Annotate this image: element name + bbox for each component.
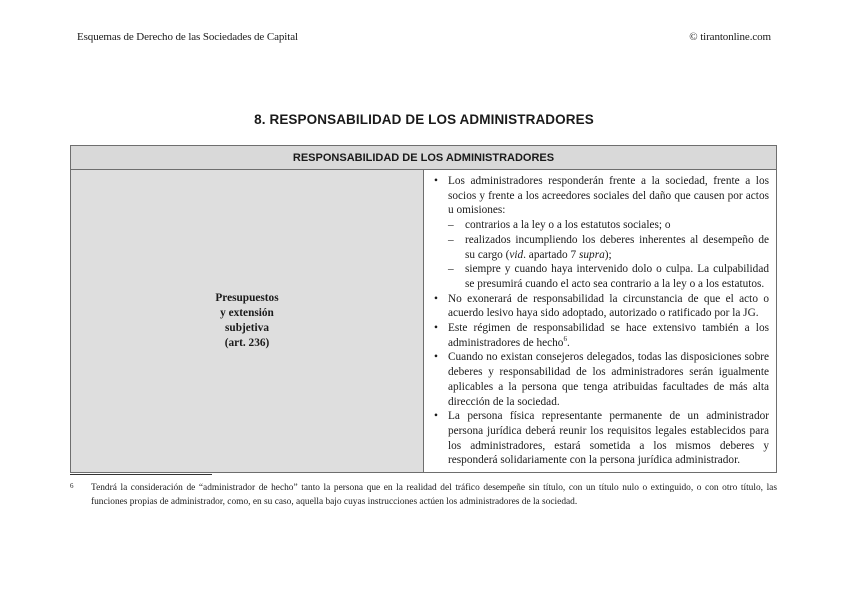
row-label-line: (art. 236): [224, 337, 270, 350]
bullet-text: .: [566, 336, 570, 349]
dash-text: realizados incumpliendo los deberes inherentes al desempeño de su cargo (: [465, 233, 769, 261]
bullet-item-senior-management: • Cuando no existan consejeros delegados, todas las disposiciones sobre deberes y responsabilidad de los administradores serán igualmente aplicables a la persona que tenga atribuidas facultades de más alta dirección de la sociedad.: [432, 350, 769, 409]
bullet-item-legal-person-representative: • La persona física representante permanente de un administrador persona jurídica deberá reunir los requisitos legales establecidos para los administradores, estará sometida a los mismos deberes y responderá solidariamente con la persona jurídica administrador.: [432, 409, 769, 468]
row-label-line: y extensión: [220, 307, 274, 320]
dash-item: – contrarios a la ley o a los estatutos sociales; o: [448, 218, 769, 233]
row-content-cell: [424, 170, 777, 473]
footnote-separator: [70, 474, 212, 475]
table-heading: RESPONSABILIDAD DE LOS ADMINISTRADORES: [71, 146, 777, 170]
row-label-line: subjetiva: [225, 322, 269, 335]
dash-item: [448, 233, 769, 262]
bullet-item-no-exoneration: • No exonerará de responsabilidad la circunstancia de que el acto o acuerdo lesivo haya sido adoptado, autorizado o ratificado por la JG.: [432, 292, 769, 321]
row-label-line: Presupuestos: [215, 292, 279, 305]
bullet-list: [432, 174, 769, 468]
section-title: 8. RESPONSABILIDAD DE LOS ADMINISTRADORES: [254, 112, 594, 127]
dash-text-italic: vid: [509, 248, 524, 261]
row-label-cell: [71, 170, 424, 473]
footnote-text: Tendrá la consideración de “administrador de hecho” tanto la persona que en la realidad del tráfico desempeñe sin título, con un título nulo o extinguido, o con otro título, las funciones propias de administrador, como, en su caso, aquella bajo cuyas instrucciones actúen los administradores de la sociedad.: [91, 483, 777, 507]
dash-list: [448, 218, 769, 292]
bullet-item-liability-scope: [432, 174, 769, 292]
footnote-number: 6: [70, 482, 74, 490]
responsibility-table: [70, 145, 777, 473]
running-header-title: Esquemas de Derecho de las Sociedades de Capital: [77, 31, 298, 43]
dash-item: – siempre y cuando haya intervenido dolo o culpa. La culpabilidad se presumirá cuando el acto sea contrario a la ley o a los estatutos.: [448, 262, 769, 291]
bullet-item-de-facto-admins: [432, 321, 769, 350]
footnote-ref: 6: [563, 334, 567, 343]
bullet-text: Los administradores responderán frente a la sociedad, frente a los socios y frente a los acreedores sociales del daño que causen por actos u omisiones:: [448, 175, 769, 217]
bullet-text: Este régimen de responsabilidad se hace extensivo también a los administradores de hecho: [448, 322, 769, 349]
dash-text-italic: supra: [579, 248, 605, 261]
running-header-copyright: © tirantonline.com: [689, 31, 771, 43]
dash-text: . apartado 7: [523, 248, 579, 261]
footnote: [70, 482, 777, 509]
dash-text: );: [604, 248, 612, 261]
